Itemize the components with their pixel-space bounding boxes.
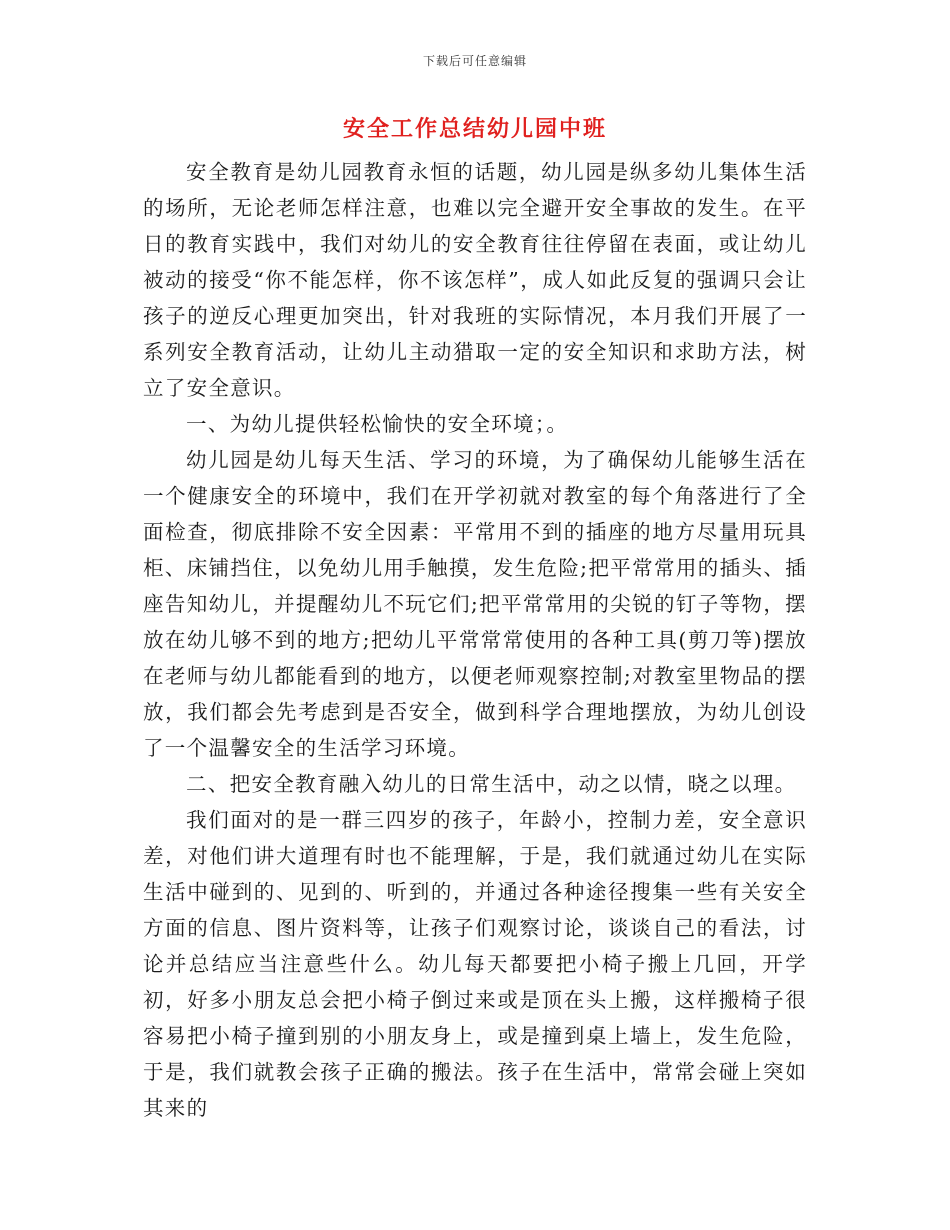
paragraph-daily-life: 我们面对的是一群三四岁的孩子，年龄小，控制力差，安全意识差，对他们讲大道理有时也不能理解，于是，我们就通过幼儿在实际生活中碰到的、见到的、听到的，并通过各种途径搜集一些有关安全方面的信息、图片资料等，让孩子们观察讨论，谈谈自己的看法，讨论并总结应当注意些什么。幼儿每天都要把小椅子搬上几回，开学初，好多小朋友总会把小椅子倒过来或是顶在头上搬，这样搬椅子很容易把小椅子撞到别的小朋友身上，或是撞到桌上墙上，发生危险，于是，我们就教会孩子正确的搬法。孩子在生活中，常常会碰上突如其来的: [143, 808, 807, 1120]
section-heading-1: 一、为幼儿提供轻松愉快的安全环境；。: [186, 412, 569, 436]
document-body: [143, 154, 807, 1126]
paragraph-environment: 幼儿园是幼儿每天生活、学习的环境，为了确保幼儿能够生活在一个健康安全的环境中，我们在开学初就对教室的每个角落进行了全面检查，彻底排除不安全因素：平常用不到的插座的地方尽量用玩具柜、床铺挡住，以免幼儿用手触摸，发生危险;把平常常用的插头、插座告知幼儿，并提醒幼儿不玩它们;把平常常用的尖锐的钉子等物，摆放在幼儿够不到的地方;把幼儿平常常常使用的各种工具(剪刀等)摆放在老师与幼儿都能看到的地方，以便老师观察控制;对教室里物品的摆放，我们都会先考虑到是否安全，做到科学合理地摆放，为幼儿创设了一个温馨安全的生活学习环境。: [143, 448, 807, 760]
section-heading-2: 二、把安全教育融入幼儿的日常生活中，动之以情，晓之以理。: [186, 772, 797, 796]
header-note: 下载后可任意编辑: [422, 54, 527, 68]
page-title: 安全工作总结幼儿园中班: [342, 117, 607, 142]
paragraph-intro: 安全教育是幼儿园教育永恒的话题，幼儿园是纵多幼儿集体生活的场所，无论老师怎样注意，也难以完全避开安全事故的发生。在平日的教育实践中，我们对幼儿的安全教育往往停留在表面，或让幼儿被动的接受“你不能怎样，你不该怎样”，成人如此反复的强调只会让孩子的逆反心理更加突出，针对我班的实际情况，本月我们开展了一系列安全教育活动，让幼儿主动猎取一定的安全知识和求助方法，树立了安全意识。: [143, 160, 807, 400]
